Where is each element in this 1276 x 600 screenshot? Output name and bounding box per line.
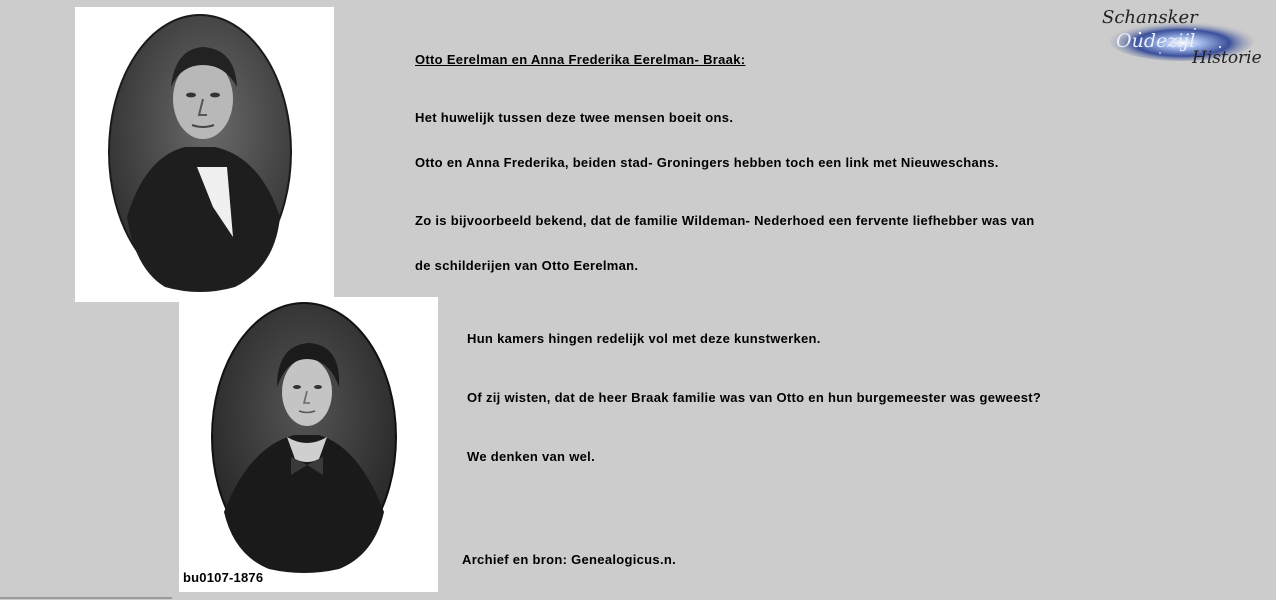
logo-text-oudezijl: Oudezijl xyxy=(1116,30,1196,52)
portrait-otto-eerelman xyxy=(75,7,334,302)
portrait-otto-image xyxy=(75,7,334,302)
bottom-divider xyxy=(0,597,172,599)
logo-text-schansker: Schansker xyxy=(1102,7,1198,28)
article-paragraph-4: Hun kamers hingen redelijk vol met deze kunstwerken. xyxy=(467,331,821,346)
portrait-anna-image xyxy=(179,297,438,592)
article-source: Archief en bron: Genealogicus.n. xyxy=(462,552,677,567)
article-paragraph-1: Het huwelijk tussen deze twee mensen boeit ons. xyxy=(415,110,734,125)
article-paragraph-3b: de schilderijen van Otto Eerelman. xyxy=(415,258,639,273)
article-heading: Otto Eerelman en Anna Frederika Eerelman- Braak: xyxy=(415,52,746,67)
site-logo xyxy=(1100,3,1272,67)
article-paragraph-5: Of zij wisten, dat de heer Braak familie was van Otto en hun burgemeester was geweest? xyxy=(467,390,1042,405)
logo-graphic xyxy=(1100,3,1272,67)
logo-text-historie: Historie xyxy=(1192,48,1262,67)
portrait-anna-frederika xyxy=(179,297,438,592)
article-paragraph-2: Otto en Anna Frederika, beiden stad- Groningers hebben toch een link met Nieuweschans. xyxy=(415,155,999,170)
article-paragraph-6: We denken van wel. xyxy=(467,449,595,464)
portrait-anna-caption: bu0107-1876 xyxy=(183,570,264,585)
article-paragraph-3a: Zo is bijvoorbeeld bekend, dat de familie Wildeman- Nederhoed een fervente liefhebber was van xyxy=(415,213,1035,228)
